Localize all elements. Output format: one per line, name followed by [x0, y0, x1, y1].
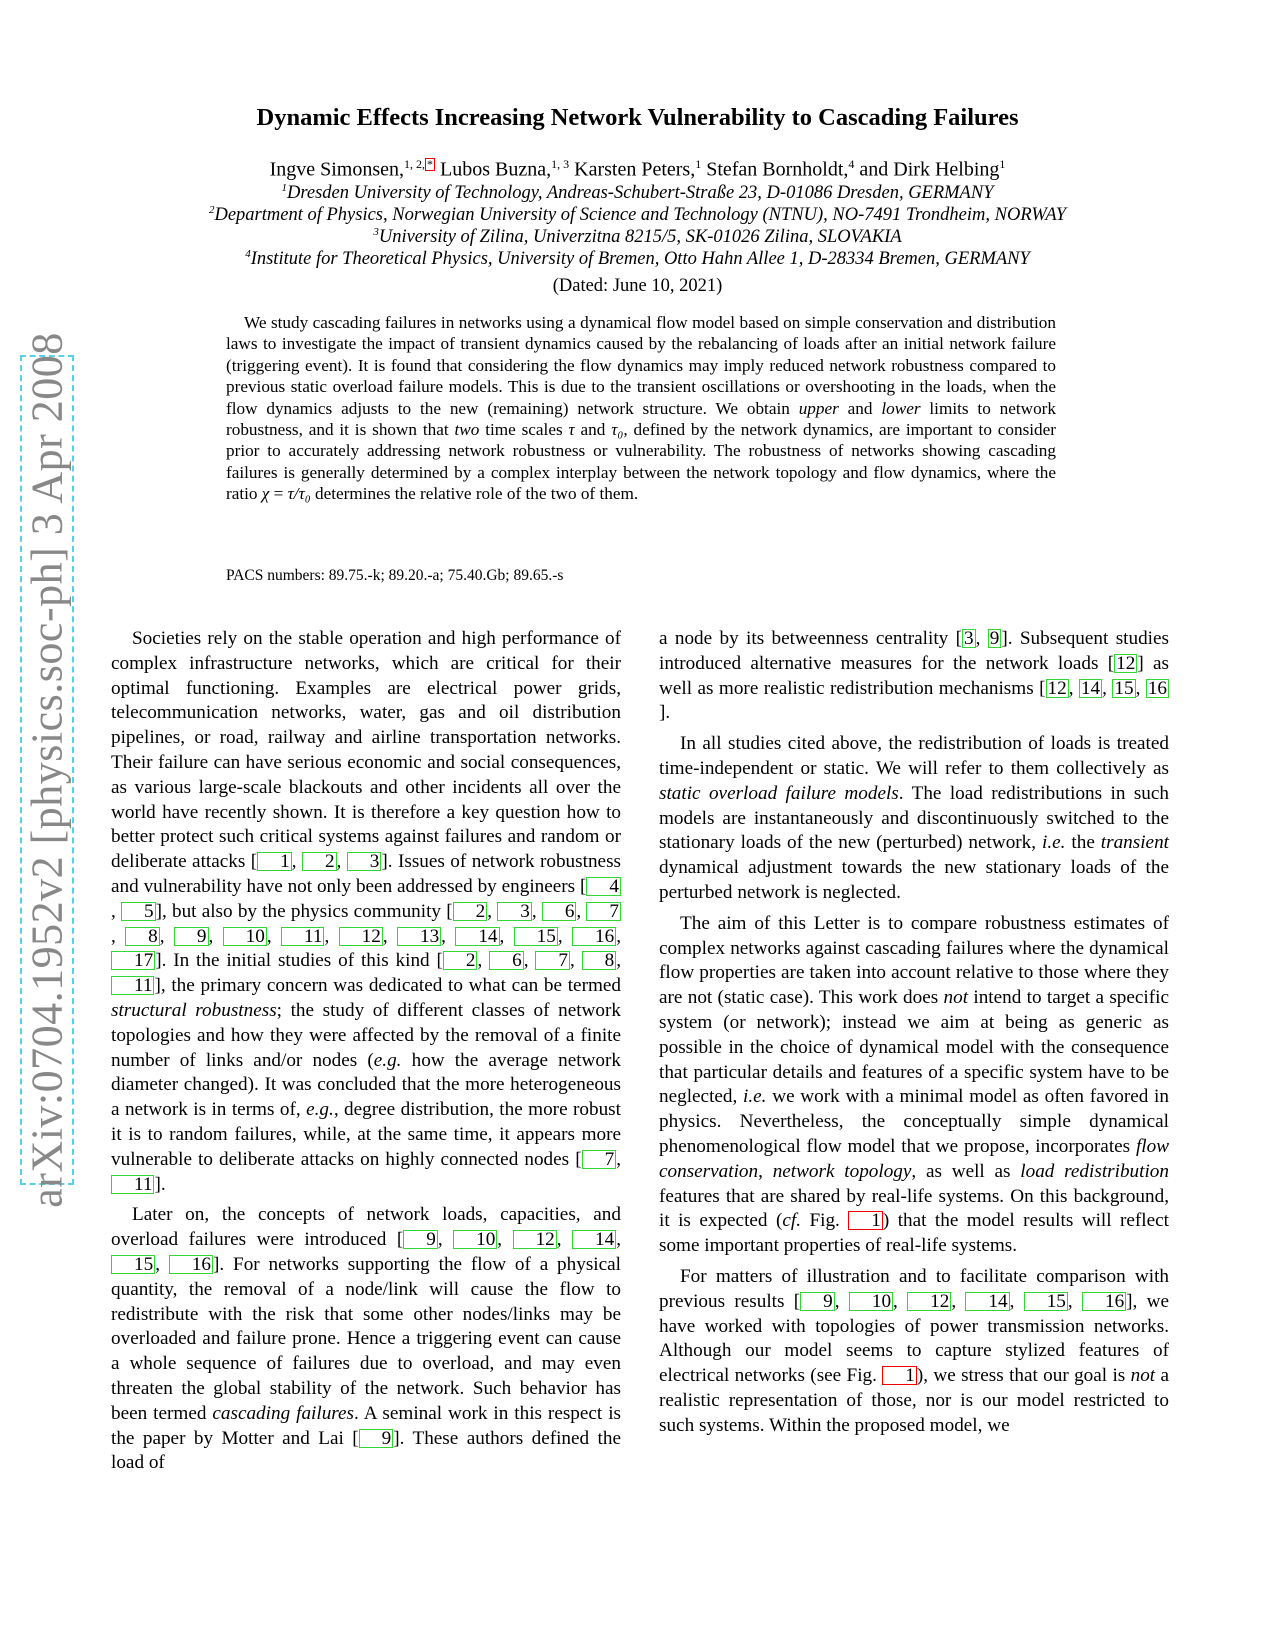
- text-run: determines the relative role of the two of them.: [310, 484, 639, 504]
- citation-link[interactable]: 5: [121, 902, 156, 921]
- citation-link[interactable]: 9: [800, 1292, 835, 1311]
- citation-link[interactable]: 12: [907, 1292, 951, 1311]
- text-run: ,: [155, 1253, 169, 1275]
- text-run: ]. Issues of network robustness and vulnerability have not only been addressed by engineers [: [111, 851, 621, 897]
- text-run: =: [269, 484, 288, 504]
- affiliation-mark: 1: [281, 182, 287, 194]
- author-name: Stefan Bornholdt,: [706, 158, 849, 181]
- author-name: and Dirk Helbing: [859, 158, 1000, 181]
- emphasis-text: network topology: [772, 1160, 912, 1182]
- text-run: ,: [616, 925, 621, 947]
- paper-title: Dynamic Effects Increasing Network Vulnerability to Cascading Failures: [256, 104, 1019, 131]
- emphasis-text: static overload failure models: [659, 782, 899, 804]
- body-paragraph: [659, 732, 1169, 906]
- text-run: dynamical adjustment towards the new stationary loads of the perturbed network is neglected.: [659, 857, 1169, 903]
- figure-link[interactable]: 1: [882, 1366, 917, 1385]
- text-run: ,: [477, 950, 490, 972]
- abstract: [226, 312, 1056, 505]
- text-run: ]. For networks supporting the flow of a physical quantity, the removal of a node/link will cause the flow to redistribute with the risk that some other nodes/links may be overloaded and failure prone. Hence a triggering event can cause a whole sequence of failures due to overload, and may even threaten the global stability of the network. Such behavior has been termed: [111, 1253, 622, 1424]
- author-affiliation-mark: 1, 2,: [404, 157, 426, 171]
- author-name: Karsten Peters,: [574, 158, 696, 181]
- text-run: Later on, the concepts of network loads, capacities, and overload failures were introduced [: [111, 1204, 621, 1251]
- citation-link[interactable]: 12: [339, 927, 383, 946]
- emphasis-text: flow conservation: [659, 1135, 1169, 1182]
- emphasis-text: e.g.: [373, 1049, 402, 1071]
- text-run: ]. These authors defined the load of: [111, 1427, 621, 1474]
- text-run: how the average network diameter changed). It was concluded that the more heterogeneous a network is in terms of,: [111, 1049, 621, 1121]
- text-run: The aim of this Letter is to compare robustness estimates of complex networks against cascading failures where the dynamical flow properties are taken into account relative to those where they are not (static case). This work does: [659, 912, 1169, 1009]
- emphasis-text: transient: [1100, 832, 1169, 854]
- text-run: ] as well as more realistic redistribution mechanisms [: [659, 652, 1169, 699]
- citation-link[interactable]: 12: [1047, 677, 1067, 699]
- text-run: ,: [951, 1290, 966, 1312]
- text-run: ], but also by the physics community [: [155, 900, 453, 922]
- left-column: [111, 627, 621, 1482]
- text-run: features that are shared by real-life systems. On this background, it is expected (: [659, 1185, 1169, 1232]
- text-run: ,: [893, 1290, 908, 1312]
- citation-link[interactable]: 16: [1082, 1292, 1126, 1311]
- text-run: ,: [441, 925, 456, 947]
- text-run: ,: [499, 925, 514, 947]
- text-run: , degree distribution, the more robust it is to random failures, while, at the same time, it appears more vulnerable to deliberate attacks on highly connected nodes [: [111, 1099, 621, 1170]
- emphasis-text: e.g.: [306, 1099, 334, 1121]
- citation-link[interactable]: 13: [397, 927, 441, 946]
- text-run: , defined by the network dynamics, are important to consider prior to accurately addressing network robustness or vulnerability. The robustness of networks showing cascading failures is generally determined by a complex interplay between the network topology and flow dynamics, where the ratio: [226, 420, 1056, 504]
- citation-link[interactable]: 12: [513, 1230, 557, 1249]
- body-paragraph: [111, 1203, 621, 1476]
- text-run: . The load redistributions in such models are instantaneously and discontinuously switched to the stationary loads of the new (perturbed) network,: [659, 782, 1169, 854]
- text-run: ,: [111, 925, 126, 947]
- citation-link[interactable]: 9: [174, 927, 209, 946]
- emphasis-text: lower: [881, 398, 921, 418]
- citation-link[interactable]: 15: [514, 927, 558, 946]
- citation-link[interactable]: 7: [535, 951, 570, 970]
- text-run: ,: [266, 925, 281, 947]
- text-run: intend to target a specific system (or network); instead we aim at being as generic as possible in the choice of dynamical model with the consequence that particular details and features of a specific system have to be neglected,: [659, 987, 1169, 1108]
- text-run: ,: [1102, 677, 1113, 699]
- arxiv-stamp-text: arXiv:0704.1952v2 [physics.soc-ph] 3 Apr 2008: [22, 332, 72, 1208]
- emphasis-text: τ/τ₀: [287, 484, 311, 504]
- text-run: , as well as: [911, 1160, 1021, 1182]
- citation-link[interactable]: 3: [497, 902, 532, 921]
- text-run: ,: [834, 1290, 849, 1312]
- citation-link[interactable]: 12: [1116, 652, 1136, 674]
- text-run: ]. In the initial studies of this kind [: [155, 950, 443, 972]
- author-list: [0, 157, 1275, 182]
- affiliation-text: Institute for Theoretical Physics, University of Bremen, Otto Hahn Allee 1, D-28334 Bremen, GERMANY: [250, 249, 1030, 270]
- text-run: ,: [336, 851, 347, 873]
- affiliation: [0, 182, 1275, 204]
- text-run: and: [838, 398, 882, 418]
- emphasis-text: cascading failures: [212, 1402, 355, 1424]
- affiliation-text: Dresden University of Technology, Andreas-Schubert-Straße 23, D-01086 Dresden, GERMANY: [286, 183, 994, 204]
- text-run: . A seminal work in this respect is the paper by Motter and Lai [: [111, 1402, 621, 1449]
- citation-link[interactable]: 2: [302, 852, 337, 871]
- text-run: Societies rely on the stable operation and high performance of complex infrastructure networks, which are critical for their optimal functioning. Examples are electrical power grids, telecommunication networks, water, gas and oil distribution pipelines, or road, railway and airline transportation networks. Their failure can have serious economic and social consequences, as various large-scale blackouts and other incidents all over the world have recently shown. It is therefore a key question how to better protect such critical systems against failures and random or deliberate attacks [: [111, 628, 621, 873]
- text-run: ,: [556, 1229, 573, 1251]
- text-run: ,: [111, 900, 121, 922]
- emphasis-text: two: [454, 420, 480, 440]
- emphasis-text: i.e.: [1042, 832, 1066, 854]
- citation-link[interactable]: 14: [572, 1230, 616, 1249]
- right-column: [659, 627, 1169, 1445]
- citation-link[interactable]: 6: [542, 902, 577, 921]
- citation-link[interactable]: 16: [169, 1255, 213, 1274]
- citation-link[interactable]: 6: [489, 951, 524, 970]
- affiliation-text: Department of Physics, Norwegian University of Science and Technology (NTNU), NO-7491 Trondheim, NORWAY: [214, 205, 1067, 226]
- text-run: ,: [291, 851, 302, 873]
- text-run: ,: [487, 900, 498, 922]
- text-run: the: [1065, 832, 1101, 854]
- text-run: ].: [659, 702, 671, 724]
- author-name: Lubos Buzna,: [440, 158, 552, 181]
- emphasis-text: not: [943, 987, 969, 1009]
- emphasis-text: τ₀: [611, 420, 624, 440]
- text-run: ,: [1135, 677, 1146, 699]
- citation-link[interactable]: 11: [111, 976, 154, 995]
- text-run: ,: [616, 950, 622, 972]
- text-run: we work with a minimal model as often favored in physics. Nevertheless, the conceptually simple dynamical phenomenological flow model that we propose, incorporates: [659, 1086, 1169, 1157]
- author-name: Ingve Simonsen,: [269, 158, 405, 181]
- text-run: ,: [437, 1229, 454, 1251]
- citation-link[interactable]: 9: [359, 1429, 394, 1448]
- text-run: ,: [569, 950, 582, 972]
- text-run: ,: [557, 925, 573, 947]
- text-run: ]. Subsequent studies introduced alternative measures for the network loads [: [659, 628, 1169, 674]
- emphasis-text: i.e.: [743, 1086, 767, 1108]
- text-run: In all studies cited above, the redistribution of loads is treated time-independent or static. We will refer to them collectively as: [659, 733, 1169, 779]
- text-run: ,: [531, 900, 542, 922]
- text-run: a realistic representation of those, nor is our model restricted to such systems. Within the proposed model, we: [659, 1365, 1169, 1436]
- citation-link[interactable]: 11: [281, 927, 324, 946]
- emphasis-text: χ: [261, 484, 270, 504]
- emphasis-text: not: [1130, 1365, 1156, 1387]
- emphasis-text: structural robustness: [111, 999, 277, 1021]
- text-run: ; the study of different classes of network topologies and how they were affected by the removal of a finite number of links and/or nodes (: [111, 999, 621, 1071]
- text-run: ), we stress that our goal is: [916, 1365, 1131, 1387]
- emphasis-text: load redistribution: [1020, 1160, 1169, 1182]
- text-run: ,: [1009, 1290, 1024, 1312]
- citation-link[interactable]: 7: [586, 902, 621, 921]
- citation-link[interactable]: 16: [572, 927, 616, 946]
- citation-link[interactable]: 9: [989, 628, 1000, 649]
- citation-link[interactable]: 17: [111, 951, 155, 970]
- citation-link[interactable]: 2: [453, 902, 488, 921]
- footnote-link[interactable]: *: [427, 157, 434, 171]
- text-run: ,: [616, 1148, 621, 1170]
- text-run: ].: [154, 1173, 166, 1195]
- text-run: ,: [159, 925, 174, 947]
- text-run: ,: [523, 950, 536, 972]
- citation-link[interactable]: 9: [403, 1230, 438, 1249]
- citation-link[interactable]: 10: [849, 1292, 893, 1311]
- citation-link[interactable]: 14: [455, 927, 499, 946]
- affiliation-mark: 2: [208, 204, 215, 216]
- dated-line: (Dated: June 10, 2021): [552, 276, 723, 296]
- author-affiliation-mark: 1: [695, 157, 702, 171]
- author-affiliation-mark: 4: [848, 157, 855, 171]
- text-run: ,: [1068, 677, 1079, 699]
- text-run: ,: [1067, 1290, 1082, 1312]
- text-run: ,: [975, 628, 988, 649]
- text-run: ], the primary concern was dedicated to what can be termed: [154, 975, 621, 997]
- body-paragraph: [659, 912, 1169, 1259]
- text-run: a node by its betweenness centrality [: [659, 628, 963, 649]
- citation-link[interactable]: 10: [223, 927, 267, 946]
- citation-link[interactable]: 1: [257, 852, 292, 871]
- citation-link[interactable]: 7: [582, 1150, 617, 1169]
- author-affiliation-mark: 1, 3: [551, 157, 570, 171]
- citation-link[interactable]: 8: [582, 951, 617, 970]
- body-paragraph: [111, 627, 621, 1197]
- text-run: We study cascading failures in networks using a dynamical flow model based on simple conservation and distribution laws to investigate the impact of transient dynamics caused by the rebalancing of loads after an initial network failure (triggering event). It is found that considering the flow dynamics may imply reduced network robustness compared to previous static overload failure models. This is due to the transient oscillations or overshooting in the loads, when the flow dynamics adjusts to the new (remaining) network structure. We obtain: [226, 313, 1056, 418]
- arxiv-stamp[interactable]: [20, 332, 74, 1208]
- citation-link[interactable]: 11: [111, 1175, 154, 1194]
- text-run: ,: [616, 1229, 621, 1251]
- text-run: For matters of illustration and to facilitate comparison with previous results [: [659, 1265, 1169, 1312]
- affiliation: [0, 248, 1275, 270]
- citation-link[interactable]: 14: [1080, 677, 1101, 699]
- affiliation: [0, 226, 1275, 248]
- citation-link[interactable]: 15: [1024, 1292, 1068, 1311]
- text-run: Fig.: [801, 1210, 849, 1232]
- text-run: ) that the model results will reflect some important properties of real-life systems.: [659, 1210, 1169, 1257]
- emphasis-text: τ: [568, 420, 575, 440]
- citation-link[interactable]: 15: [111, 1255, 155, 1274]
- citation-link[interactable]: 2: [443, 951, 478, 970]
- figure-link[interactable]: 1: [848, 1211, 883, 1230]
- citation-link[interactable]: 3: [347, 852, 382, 871]
- text-run: ,: [758, 1160, 773, 1182]
- text-run: ], we have worked with topologies of power transmission networks. Although our model seems to capture stylized features of electrical networks (see Fig.: [659, 1290, 1170, 1387]
- citation-link[interactable]: 14: [965, 1292, 1009, 1311]
- citation-link[interactable]: 15: [1114, 677, 1134, 699]
- emphasis-text: cf.: [782, 1210, 801, 1232]
- body-paragraph: [659, 1265, 1169, 1439]
- affiliation-mark: 4: [245, 248, 251, 260]
- text-run: ,: [382, 925, 397, 947]
- text-run: and: [574, 420, 612, 440]
- author-affiliation-mark: 1: [999, 157, 1006, 171]
- text-run: ,: [324, 925, 339, 947]
- affiliation: [0, 204, 1275, 226]
- citation-link[interactable]: 4: [586, 877, 621, 896]
- text-run: ,: [497, 1229, 513, 1251]
- affiliation-mark: 3: [373, 226, 379, 238]
- citation-link[interactable]: 16: [1147, 677, 1167, 699]
- text-run: time scales: [479, 420, 569, 440]
- text-run: limits to network robustness, and it is shown that: [226, 398, 1056, 440]
- emphasis-text: upper: [798, 398, 839, 418]
- text-run: ,: [208, 925, 223, 947]
- text-run: ,: [576, 900, 587, 922]
- citation-link[interactable]: 3: [964, 628, 974, 649]
- affiliation-text: University of Zilina, Univerzitna 8215/5, SK-01026 Zilina, SLOVAKIA: [378, 227, 902, 248]
- citation-link[interactable]: 10: [453, 1230, 497, 1249]
- body-paragraph: [659, 627, 1169, 726]
- citation-link[interactable]: 8: [125, 927, 160, 946]
- pacs-numbers: PACS numbers: 89.75.-k; 89.20.-a; 75.40.Gb; 89.65.-s: [226, 567, 564, 584]
